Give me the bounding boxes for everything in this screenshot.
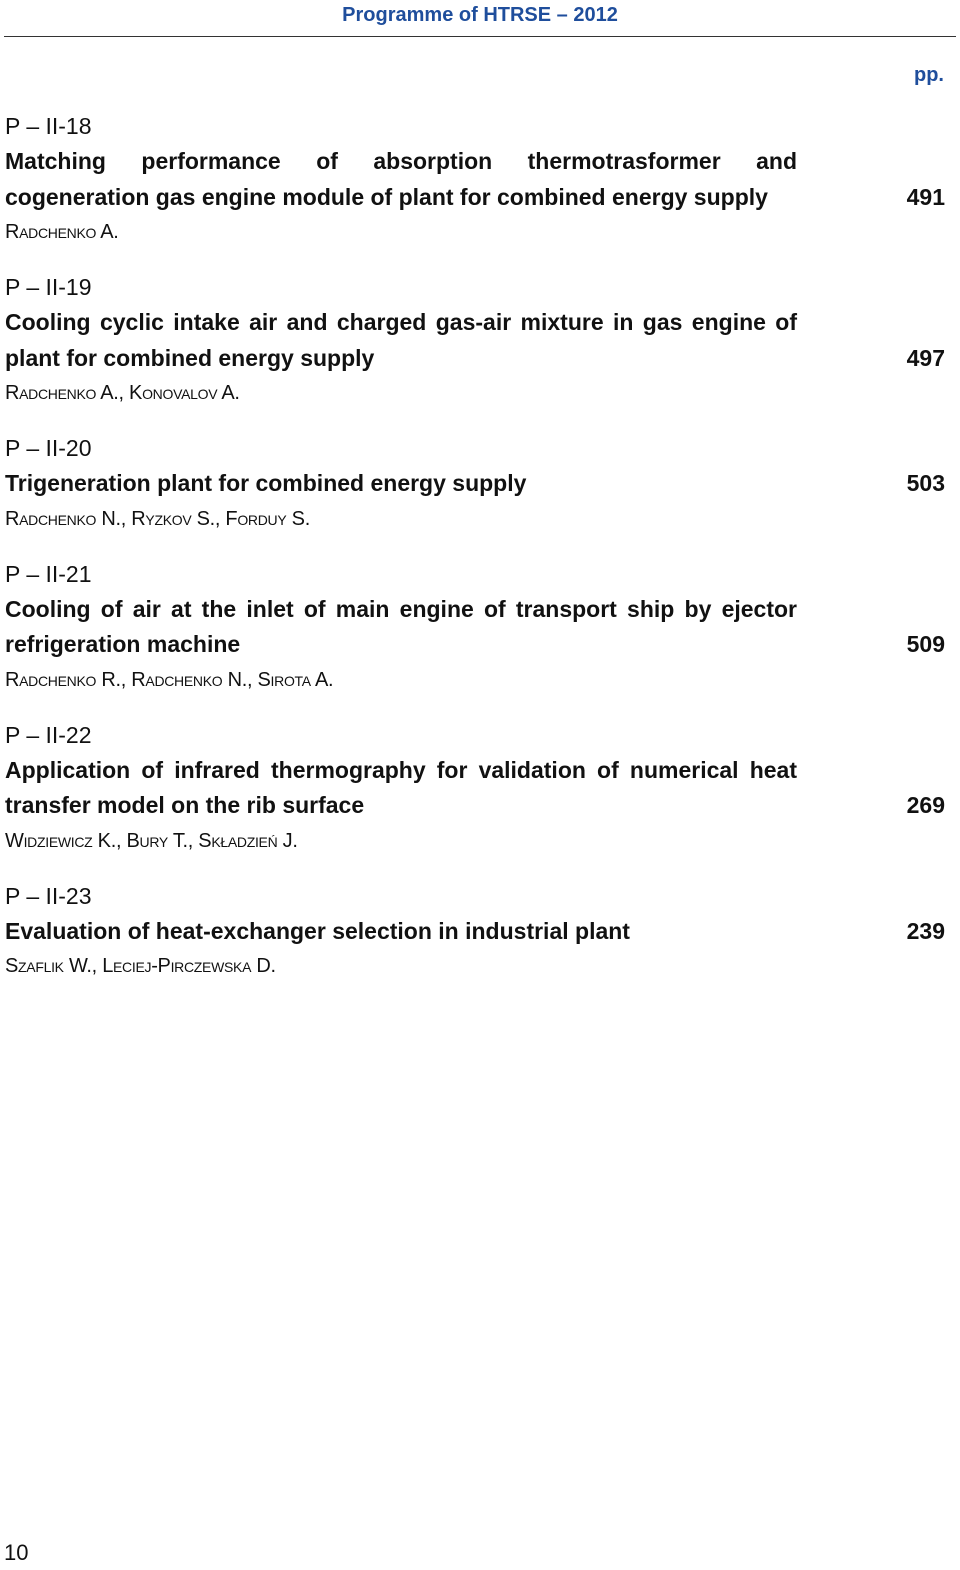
program-entry: [5, 878, 945, 984]
program-entry: [5, 717, 945, 858]
program-entry: [5, 108, 945, 249]
entry-code: P – II-22: [5, 721, 92, 748]
entry-authors: Radchenko A.: [5, 221, 119, 243]
entry-title: Application of infrared thermography for validation of numerical heat transfer model on the rib surface: [5, 756, 797, 818]
entry-body: [5, 753, 945, 824]
page-column-label: pp.: [914, 64, 944, 86]
entry-code: P – II-19: [5, 274, 92, 300]
entry-code: P – II-18: [5, 113, 92, 139]
program-entries: [5, 108, 945, 1003]
entry-title: Cooling cyclic intake air and charged gas-air mixture in gas engine of plant for combined energy supply: [5, 309, 797, 371]
entry-title: Trigeneration plant for combined energy supply: [5, 470, 527, 496]
entry-page: 509: [906, 631, 945, 657]
entry-page: 269: [906, 792, 945, 818]
header-rule: [4, 36, 956, 37]
entry-authors: Radchenko A., Konovalov A.: [5, 382, 240, 404]
entry-authors: Widziewicz K., Bury T., Składzień J.: [5, 829, 298, 852]
program-entry: [5, 430, 945, 536]
entry-page: 497: [906, 344, 945, 371]
page-number: 10: [4, 1540, 29, 1565]
entry-page: 239: [906, 917, 945, 944]
program-entry: [5, 556, 945, 697]
entry-page: 503: [906, 470, 945, 496]
entry-title: Evaluation of heat-exchanger selection in industrial plant: [5, 917, 630, 944]
entry-authors: Radchenko N., Ryzkov S., Forduy S.: [5, 507, 310, 530]
entry-title: Cooling of air at the inlet of main engine of transport ship by ejector refrigeration machine: [5, 595, 797, 657]
entry-body: [5, 914, 945, 950]
entry-code: P – II-23: [5, 882, 92, 909]
running-header: Programme of HTRSE – 2012: [342, 4, 618, 26]
entry-authors: Szaflik W., Leciej-Pirczewska D.: [5, 955, 276, 977]
entry-body: [5, 305, 945, 376]
program-entry: [5, 269, 945, 410]
entry-authors: Radchenko R., Radchenko N., Sirota A.: [5, 668, 334, 691]
entry-title: Matching performance of absorption thermotrasformer and cogeneration gas engine module of plant for combined energy supply: [5, 148, 797, 210]
entry-page: 491: [906, 183, 945, 210]
entry-code: P – II-20: [5, 435, 92, 461]
entry-body: [5, 144, 945, 215]
entry-body: [5, 466, 945, 502]
entry-code: P – II-21: [5, 560, 92, 587]
entry-body: [5, 592, 945, 663]
